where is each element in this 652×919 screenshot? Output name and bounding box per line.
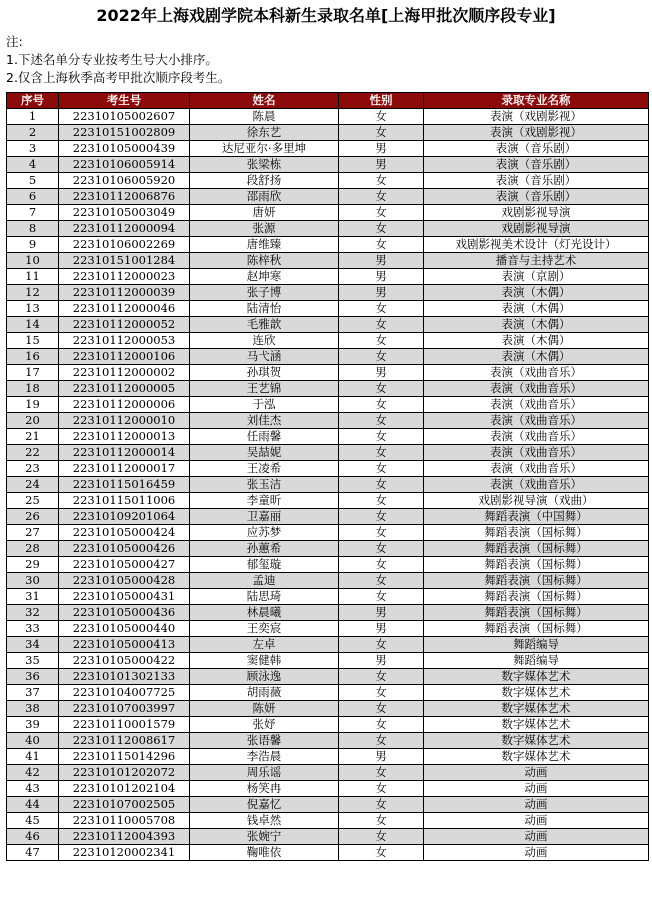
cell-gender: 男 — [339, 253, 424, 269]
cell-gender: 男 — [339, 141, 424, 157]
table-row — [7, 205, 649, 221]
cell-candidate-number: 22310101302133 — [59, 669, 190, 685]
table-row — [7, 221, 649, 237]
cell-name: 唐妍 — [190, 205, 339, 221]
cell-name: 倪嘉忆 — [190, 797, 339, 813]
cell-major: 数字媒体艺术 — [424, 733, 649, 749]
table-row — [7, 253, 649, 269]
table-row — [7, 765, 649, 781]
cell-major: 表演（木偶） — [424, 317, 649, 333]
cell-index: 20 — [7, 413, 59, 429]
table-row — [7, 605, 649, 621]
cell-name: 顾泳逸 — [190, 669, 339, 685]
cell-name: 鞠唯依 — [190, 845, 339, 861]
cell-gender: 女 — [339, 461, 424, 477]
cell-candidate-number: 22310115016459 — [59, 477, 190, 493]
cell-candidate-number: 22310110005708 — [59, 813, 190, 829]
cell-candidate-number: 22310112000053 — [59, 333, 190, 349]
cell-name: 刘佳杰 — [190, 413, 339, 429]
cell-candidate-number: 22310112000017 — [59, 461, 190, 477]
cell-gender: 女 — [339, 573, 424, 589]
cell-name: 连欣 — [190, 333, 339, 349]
cell-index: 41 — [7, 749, 59, 765]
cell-major: 数字媒体艺术 — [424, 701, 649, 717]
cell-index: 29 — [7, 557, 59, 573]
page-title: 2022年上海戏剧学院本科新生录取名单[上海甲批次顺序段专业] — [96, 6, 556, 25]
cell-candidate-number: 22310112000013 — [59, 429, 190, 445]
table-row — [7, 477, 649, 493]
cell-name: 陈晨 — [190, 109, 339, 125]
cell-major: 表演（戏曲音乐） — [424, 413, 649, 429]
table-row — [7, 269, 649, 285]
cell-candidate-number: 22310112000046 — [59, 301, 190, 317]
cell-major: 舞蹈表演（国标舞） — [424, 541, 649, 557]
table-row — [7, 189, 649, 205]
cell-index: 42 — [7, 765, 59, 781]
cell-gender: 女 — [339, 205, 424, 221]
table-row — [7, 365, 649, 381]
cell-gender: 男 — [339, 653, 424, 669]
table-row — [7, 813, 649, 829]
cell-gender: 女 — [339, 701, 424, 717]
cell-major: 戏剧影视美术设计（灯光设计） — [424, 237, 649, 253]
cell-gender: 女 — [339, 301, 424, 317]
cell-name: 于泓 — [190, 397, 339, 413]
table-row — [7, 701, 649, 717]
table-row — [7, 589, 649, 605]
cell-index: 11 — [7, 269, 59, 285]
table-row — [7, 733, 649, 749]
table-header-row — [7, 93, 649, 109]
cell-candidate-number: 22310112000005 — [59, 381, 190, 397]
cell-name: 王凌希 — [190, 461, 339, 477]
cell-candidate-number: 22310105000427 — [59, 557, 190, 573]
cell-major: 表演（戏曲音乐） — [424, 429, 649, 445]
table-row — [7, 429, 649, 445]
cell-candidate-number: 22310112006876 — [59, 189, 190, 205]
cell-index: 17 — [7, 365, 59, 381]
cell-major: 播音与主持艺术 — [424, 253, 649, 269]
table-row — [7, 621, 649, 637]
cell-major: 舞蹈编导 — [424, 637, 649, 653]
cell-name: 杨笑冉 — [190, 781, 339, 797]
cell-name: 钱卓然 — [190, 813, 339, 829]
cell-candidate-number: 22310101202072 — [59, 765, 190, 781]
cell-name: 吴喆妮 — [190, 445, 339, 461]
cell-candidate-number: 22310115014296 — [59, 749, 190, 765]
cell-candidate-number: 22310112000006 — [59, 397, 190, 413]
cell-candidate-number: 22310112000014 — [59, 445, 190, 461]
cell-index: 26 — [7, 509, 59, 525]
cell-name: 张妤 — [190, 717, 339, 733]
cell-candidate-number: 22310105000424 — [59, 525, 190, 541]
cell-name: 张源 — [190, 221, 339, 237]
cell-index: 33 — [7, 621, 59, 637]
cell-candidate-number: 22310112008617 — [59, 733, 190, 749]
table-row — [7, 845, 649, 861]
cell-index: 39 — [7, 717, 59, 733]
cell-index: 13 — [7, 301, 59, 317]
cell-index: 37 — [7, 685, 59, 701]
cell-major: 数字媒体艺术 — [424, 669, 649, 685]
cell-major: 表演（音乐剧） — [424, 173, 649, 189]
cell-candidate-number: 22310112004393 — [59, 829, 190, 845]
cell-index: 12 — [7, 285, 59, 301]
cell-index: 14 — [7, 317, 59, 333]
cell-candidate-number: 22310112000106 — [59, 349, 190, 365]
cell-gender: 女 — [339, 525, 424, 541]
cell-major: 戏剧影视导演 — [424, 205, 649, 221]
table-row — [7, 781, 649, 797]
cell-index: 44 — [7, 797, 59, 813]
cell-index: 24 — [7, 477, 59, 493]
cell-index: 3 — [7, 141, 59, 157]
cell-index: 43 — [7, 781, 59, 797]
cell-candidate-number: 22310105002607 — [59, 109, 190, 125]
table-row — [7, 445, 649, 461]
header-candidate-number: 考生号 — [59, 93, 190, 109]
cell-gender: 女 — [339, 669, 424, 685]
table-row — [7, 461, 649, 477]
table-row — [7, 829, 649, 845]
cell-index: 19 — [7, 397, 59, 413]
cell-candidate-number: 22310107002505 — [59, 797, 190, 813]
cell-candidate-number: 22310120002341 — [59, 845, 190, 861]
cell-index: 28 — [7, 541, 59, 557]
cell-gender: 男 — [339, 605, 424, 621]
table-row — [7, 493, 649, 509]
table-row — [7, 557, 649, 573]
cell-name: 周乐谣 — [190, 765, 339, 781]
cell-name: 张语馨 — [190, 733, 339, 749]
cell-index: 6 — [7, 189, 59, 205]
cell-gender: 女 — [339, 109, 424, 125]
cell-major: 表演（京剧） — [424, 269, 649, 285]
note-line-2: 2.仅含上海秋季高考甲批次顺序段考生。 — [6, 70, 231, 85]
cell-name: 张婉宁 — [190, 829, 339, 845]
cell-name: 陈妍 — [190, 701, 339, 717]
cell-index: 18 — [7, 381, 59, 397]
header-gender: 性别 — [339, 93, 424, 109]
cell-gender: 女 — [339, 541, 424, 557]
cell-major: 舞蹈表演（国标舞） — [424, 573, 649, 589]
cell-name: 李浩晨 — [190, 749, 339, 765]
cell-major: 表演（木偶） — [424, 333, 649, 349]
cell-index: 22 — [7, 445, 59, 461]
cell-name: 张梁栋 — [190, 157, 339, 173]
table-row — [7, 669, 649, 685]
cell-candidate-number: 22310105003049 — [59, 205, 190, 221]
table-row — [7, 541, 649, 557]
table-row — [7, 237, 649, 253]
cell-gender: 女 — [339, 685, 424, 701]
cell-candidate-number: 22310151002809 — [59, 125, 190, 141]
table-body — [7, 109, 649, 861]
cell-gender: 女 — [339, 845, 424, 861]
table-row — [7, 109, 649, 125]
cell-candidate-number: 22310105000431 — [59, 589, 190, 605]
cell-gender: 女 — [339, 589, 424, 605]
cell-candidate-number: 22310106002269 — [59, 237, 190, 253]
cell-name: 卫嘉丽 — [190, 509, 339, 525]
cell-major: 表演（戏曲音乐） — [424, 461, 649, 477]
cell-gender: 女 — [339, 237, 424, 253]
cell-candidate-number: 22310105000426 — [59, 541, 190, 557]
cell-gender: 女 — [339, 429, 424, 445]
table-row — [7, 637, 649, 653]
cell-candidate-number: 22310106005914 — [59, 157, 190, 173]
cell-index: 9 — [7, 237, 59, 253]
cell-major: 表演（戏剧影视） — [424, 109, 649, 125]
cell-name: 王奕宸 — [190, 621, 339, 637]
cell-gender: 女 — [339, 797, 424, 813]
cell-name: 郁玺璇 — [190, 557, 339, 573]
cell-name: 马弋涵 — [190, 349, 339, 365]
cell-major: 动画 — [424, 781, 649, 797]
notes-heading: 注: — [6, 34, 23, 49]
cell-name: 孙蕙希 — [190, 541, 339, 557]
cell-major: 表演（戏曲音乐） — [424, 381, 649, 397]
cell-name: 徐东艺 — [190, 125, 339, 141]
cell-name: 毛雅歆 — [190, 317, 339, 333]
table-row — [7, 125, 649, 141]
cell-index: 31 — [7, 589, 59, 605]
cell-index: 25 — [7, 493, 59, 509]
cell-index: 32 — [7, 605, 59, 621]
cell-index: 36 — [7, 669, 59, 685]
cell-gender: 女 — [339, 557, 424, 573]
cell-gender: 女 — [339, 189, 424, 205]
cell-major: 表演（音乐剧） — [424, 157, 649, 173]
cell-major: 动画 — [424, 829, 649, 845]
cell-gender: 女 — [339, 717, 424, 733]
header-index: 序号 — [7, 93, 59, 109]
cell-candidate-number: 22310115011006 — [59, 493, 190, 509]
cell-gender: 女 — [339, 477, 424, 493]
cell-name: 段舒扬 — [190, 173, 339, 189]
cell-gender: 女 — [339, 445, 424, 461]
header-major: 录取专业名称 — [424, 93, 649, 109]
cell-major: 表演（戏剧影视） — [424, 125, 649, 141]
cell-candidate-number: 22310112000039 — [59, 285, 190, 301]
notes — [6, 33, 230, 87]
cell-index: 7 — [7, 205, 59, 221]
cell-major: 舞蹈表演（国标舞） — [424, 605, 649, 621]
table-row — [7, 653, 649, 669]
cell-major: 戏剧影视导演 — [424, 221, 649, 237]
cell-major: 表演（木偶） — [424, 301, 649, 317]
cell-candidate-number: 22310105000422 — [59, 653, 190, 669]
cell-gender: 男 — [339, 749, 424, 765]
cell-gender: 男 — [339, 157, 424, 173]
cell-name: 赵坤寒 — [190, 269, 339, 285]
cell-index: 10 — [7, 253, 59, 269]
table-row — [7, 157, 649, 173]
cell-gender: 女 — [339, 349, 424, 365]
cell-candidate-number: 22310107003997 — [59, 701, 190, 717]
cell-candidate-number: 22310112000094 — [59, 221, 190, 237]
cell-major: 舞蹈编导 — [424, 653, 649, 669]
cell-major: 表演（木偶） — [424, 285, 649, 301]
table-row — [7, 797, 649, 813]
table-row — [7, 525, 649, 541]
admission-table — [6, 92, 649, 861]
cell-gender: 女 — [339, 781, 424, 797]
cell-gender: 男 — [339, 269, 424, 285]
header-name: 姓名 — [190, 93, 339, 109]
cell-major: 表演（戏曲音乐） — [424, 365, 649, 381]
cell-gender: 女 — [339, 333, 424, 349]
cell-candidate-number: 22310104007725 — [59, 685, 190, 701]
cell-gender: 男 — [339, 285, 424, 301]
cell-major: 动画 — [424, 797, 649, 813]
cell-name: 达尼亚尔·多里坤 — [190, 141, 339, 157]
table-row — [7, 381, 649, 397]
table-row — [7, 749, 649, 765]
cell-major: 动画 — [424, 813, 649, 829]
cell-gender: 女 — [339, 637, 424, 653]
cell-gender: 女 — [339, 829, 424, 845]
cell-index: 4 — [7, 157, 59, 173]
cell-name: 窦健韩 — [190, 653, 339, 669]
table-row — [7, 397, 649, 413]
cell-name: 胡雨薇 — [190, 685, 339, 701]
cell-major: 表演（音乐剧） — [424, 189, 649, 205]
table-row — [7, 685, 649, 701]
cell-index: 47 — [7, 845, 59, 861]
cell-index: 15 — [7, 333, 59, 349]
cell-gender: 女 — [339, 733, 424, 749]
table-row — [7, 717, 649, 733]
cell-index: 38 — [7, 701, 59, 717]
cell-name: 张玉洁 — [190, 477, 339, 493]
cell-name: 王艺锦 — [190, 381, 339, 397]
cell-index: 8 — [7, 221, 59, 237]
cell-major: 舞蹈表演（国标舞） — [424, 557, 649, 573]
cell-candidate-number: 22310105000413 — [59, 637, 190, 653]
cell-major: 表演（戏曲音乐） — [424, 445, 649, 461]
cell-name: 李童昕 — [190, 493, 339, 509]
cell-candidate-number: 22310105000436 — [59, 605, 190, 621]
cell-gender: 男 — [339, 621, 424, 637]
cell-index: 23 — [7, 461, 59, 477]
cell-gender: 女 — [339, 493, 424, 509]
cell-candidate-number: 22310106005920 — [59, 173, 190, 189]
cell-major: 数字媒体艺术 — [424, 749, 649, 765]
cell-major: 数字媒体艺术 — [424, 685, 649, 701]
cell-name: 林晨曦 — [190, 605, 339, 621]
table-row — [7, 285, 649, 301]
cell-major: 舞蹈表演（国标舞） — [424, 589, 649, 605]
cell-candidate-number: 22310151001284 — [59, 253, 190, 269]
cell-name: 应苏梦 — [190, 525, 339, 541]
cell-gender: 女 — [339, 813, 424, 829]
cell-major: 数字媒体艺术 — [424, 717, 649, 733]
cell-major: 戏剧影视导演（戏曲） — [424, 493, 649, 509]
cell-gender: 女 — [339, 413, 424, 429]
cell-name: 孟迪 — [190, 573, 339, 589]
cell-candidate-number: 22310110001579 — [59, 717, 190, 733]
cell-candidate-number: 22310112000052 — [59, 317, 190, 333]
table-row — [7, 173, 649, 189]
cell-major: 动画 — [424, 845, 649, 861]
cell-gender: 女 — [339, 317, 424, 333]
table-row — [7, 509, 649, 525]
cell-index: 1 — [7, 109, 59, 125]
table-row — [7, 333, 649, 349]
cell-index: 5 — [7, 173, 59, 189]
cell-major: 舞蹈表演（国标舞） — [424, 621, 649, 637]
cell-name: 陈梓秋 — [190, 253, 339, 269]
cell-gender: 男 — [339, 365, 424, 381]
table-row — [7, 317, 649, 333]
cell-name: 陆思琦 — [190, 589, 339, 605]
cell-index: 34 — [7, 637, 59, 653]
cell-index: 40 — [7, 733, 59, 749]
table-row — [7, 573, 649, 589]
cell-index: 35 — [7, 653, 59, 669]
cell-candidate-number: 22310112000010 — [59, 413, 190, 429]
table-row — [7, 413, 649, 429]
cell-major: 表演（音乐剧） — [424, 141, 649, 157]
cell-major: 动画 — [424, 765, 649, 781]
table-row — [7, 349, 649, 365]
cell-gender: 女 — [339, 125, 424, 141]
cell-major: 表演（戏曲音乐） — [424, 477, 649, 493]
cell-major: 表演（戏曲音乐） — [424, 397, 649, 413]
note-line-1: 1.下述名单分专业按考生号大小排序。 — [6, 52, 218, 67]
cell-gender: 女 — [339, 509, 424, 525]
cell-gender: 女 — [339, 221, 424, 237]
cell-index: 2 — [7, 125, 59, 141]
cell-index: 30 — [7, 573, 59, 589]
table-row — [7, 141, 649, 157]
cell-index: 45 — [7, 813, 59, 829]
cell-gender: 女 — [339, 381, 424, 397]
cell-gender: 女 — [339, 173, 424, 189]
cell-name: 陆清怡 — [190, 301, 339, 317]
cell-candidate-number: 22310105000439 — [59, 141, 190, 157]
cell-index: 16 — [7, 349, 59, 365]
cell-name: 邵雨欣 — [190, 189, 339, 205]
table-row — [7, 301, 649, 317]
cell-candidate-number: 22310105000428 — [59, 573, 190, 589]
cell-gender: 女 — [339, 397, 424, 413]
cell-index: 27 — [7, 525, 59, 541]
cell-name: 任雨馨 — [190, 429, 339, 445]
cell-candidate-number: 22310109201064 — [59, 509, 190, 525]
cell-candidate-number: 22310105000440 — [59, 621, 190, 637]
cell-candidate-number: 22310101202104 — [59, 781, 190, 797]
cell-name: 左卓 — [190, 637, 339, 653]
cell-name: 张子博 — [190, 285, 339, 301]
cell-major: 表演（木偶） — [424, 349, 649, 365]
cell-name: 唐维臻 — [190, 237, 339, 253]
cell-major: 舞蹈表演（国标舞） — [424, 525, 649, 541]
cell-name: 孙琪贺 — [190, 365, 339, 381]
cell-major: 舞蹈表演（中国舞） — [424, 509, 649, 525]
cell-index: 21 — [7, 429, 59, 445]
cell-index: 46 — [7, 829, 59, 845]
cell-candidate-number: 22310112000002 — [59, 365, 190, 381]
cell-candidate-number: 22310112000023 — [59, 269, 190, 285]
cell-gender: 女 — [339, 765, 424, 781]
